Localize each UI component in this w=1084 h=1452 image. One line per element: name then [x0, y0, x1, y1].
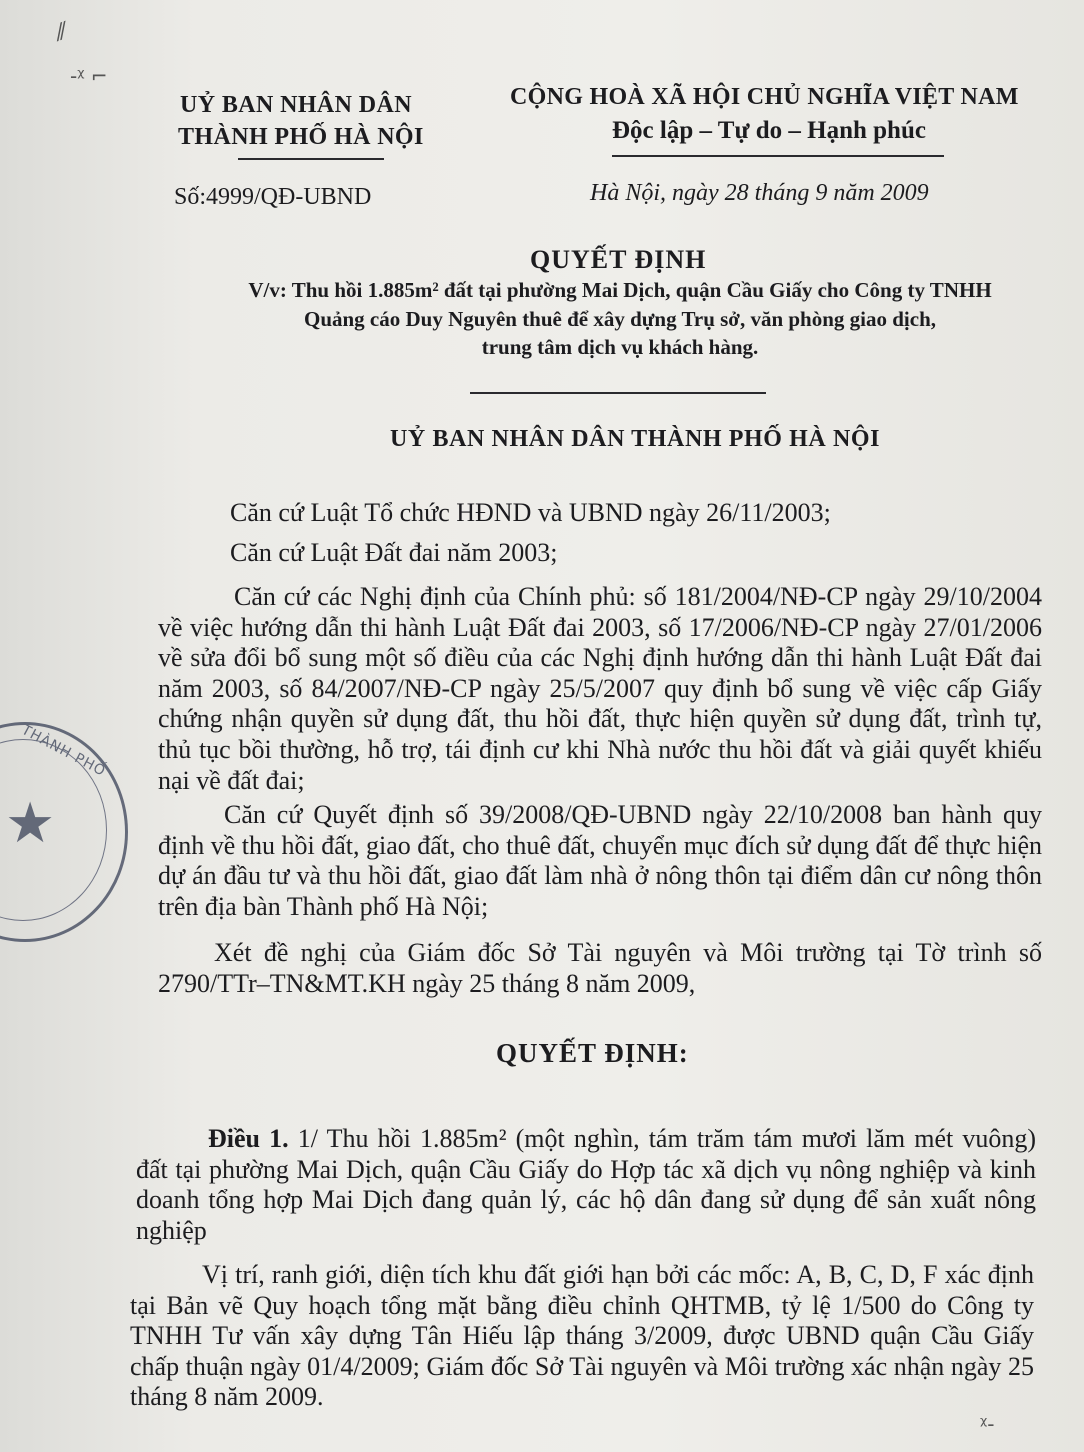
- basis-paragraph-2: Căn cứ Luật Đất đai năm 2003;: [230, 538, 558, 567]
- article-1-location-paragraph: Vị trí, ranh giới, diện tích khu đất giới hạn bởi các mốc: A, B, C, D, F xác định tại Bản vẽ Quy hoạch tổng mặt bằng điều chỉnh QHTMB, tỷ lệ 1/500 do Công ty TNHH Tư vấn xây dựng Tân Hiếu lập tháng 3/2009, được UBND quận Cầu Giấy chấp thuận ngày 01/4/2009; Giám đốc Sở Tài nguyên và Môi trường xác nhận ngày 25 tháng 8 năm 2009.: [130, 1260, 1034, 1412]
- article-1-label: Điều 1.: [208, 1124, 289, 1153]
- issuer-underline: [238, 158, 384, 160]
- issuer-line-2: THÀNH PHỐ HÀ NỘI: [178, 124, 424, 150]
- basis-paragraph-5: Xét đề nghị của Giám đốc Sở Tài nguyên và Môi trường tại Tờ trình số 2790/TTr–TN&MT.KH ngày 25 tháng 8 năm 2009,: [158, 938, 1042, 998]
- motto-underline: [612, 155, 944, 157]
- subject-line-3: trung tâm dịch vụ khách hàng.: [481, 335, 759, 359]
- basis-paragraph-4: Căn cứ Quyết định số 39/2008/QĐ-UBND ngày 22/10/2008 ban hành quy định về thu hồi đất, giao đất, cho thuê đất, chuyển mục đích sử dụng đất để thực hiện dự án đầu tư và thu hồi đất, giao đất làm nhà ở nông thôn tại điểm dân cư nông thôn trên địa bàn Thành phố Hà Nội;: [158, 800, 1042, 921]
- subject-divider: [470, 392, 766, 394]
- decision-heading: QUYẾT ĐỊNH:: [496, 1038, 689, 1068]
- handwritten-mark: -ᵡ ⌐: [70, 64, 108, 88]
- national-title: CỘNG HOÀ XÃ HỘI CHỦ NGHĨA VIỆT NAM: [510, 84, 1019, 110]
- document-number: Số:4999/QĐ-UBND: [174, 184, 372, 210]
- subject-line-2: Quảng cáo Duy Nguyên thuê để xây dựng Trụ sở, văn phòng giao dịch,: [303, 306, 937, 331]
- document-title: QUYẾT ĐỊNH: [530, 245, 707, 274]
- issuing-authority: UỶ BAN NHÂN DÂN THÀNH PHỐ HÀ NỘI: [390, 426, 881, 452]
- official-seal: [0, 722, 128, 942]
- star-icon: ★: [5, 791, 56, 856]
- document-date: Hà Nội, ngày 28 tháng 9 năm 2009: [590, 180, 929, 206]
- handwritten-mark: ᵡ-: [980, 1412, 995, 1436]
- seal-text: THÀNH PHỐ: [18, 722, 109, 780]
- handwritten-mark: ⁄⁄: [53, 19, 70, 46]
- issuer-line-1: UỶ BAN NHÂN DÂN: [180, 92, 412, 118]
- national-motto: Độc lập – Tự do – Hạnh phúc: [612, 117, 926, 144]
- subject-line-1: V/v: Thu hồi 1.885m² đất tại phường Mai Dịch, quận Cầu Giấy cho Công ty TNHH: [248, 278, 992, 302]
- subject-block: [150, 276, 1084, 362]
- article-1-text: 1/ Thu hồi 1.885m² (một nghìn, tám trăm tám mươi lăm mét vuông) đất tại phường Mai Dịch, quận Cầu Giấy do Hợp tác xã dịch vụ nông nghiệp và kinh doanh tổng hợp Mai Dịch đang quản lý, các hộ dân đang sử dụng để sản xuất nông nghiệp: [136, 1124, 1036, 1245]
- article-1-paragraph: [136, 1124, 1036, 1246]
- basis-paragraph-3: Căn cứ các Nghị định của Chính phủ: số 181/2004/NĐ-CP ngày 29/10/2004 về việc hướng dẫn thi hành Luật Đất đai 2003, số 17/2006/NĐ-CP ngày 27/01/2006 về sửa đổi bổ sung một số điều của các Nghị định hướng dẫn thi hành Luật Đất đai năm 2003, số 84/2007/NĐ-CP ngày 25/5/2007 quy định bổ sung về việc cấp Giấy chứng nhận quyền sử dụng đất, thu hồi đất, thực hiện quyền sử dụng đất, trình tự, thủ tục bồi thường, hỗ trợ, tái định cư khi Nhà nước thu hồi đất và giải quyết khiếu nại về đất đai;: [158, 582, 1042, 795]
- basis-paragraph-1: Căn cứ Luật Tổ chức HĐND và UBND ngày 26/11/2003;: [230, 498, 831, 527]
